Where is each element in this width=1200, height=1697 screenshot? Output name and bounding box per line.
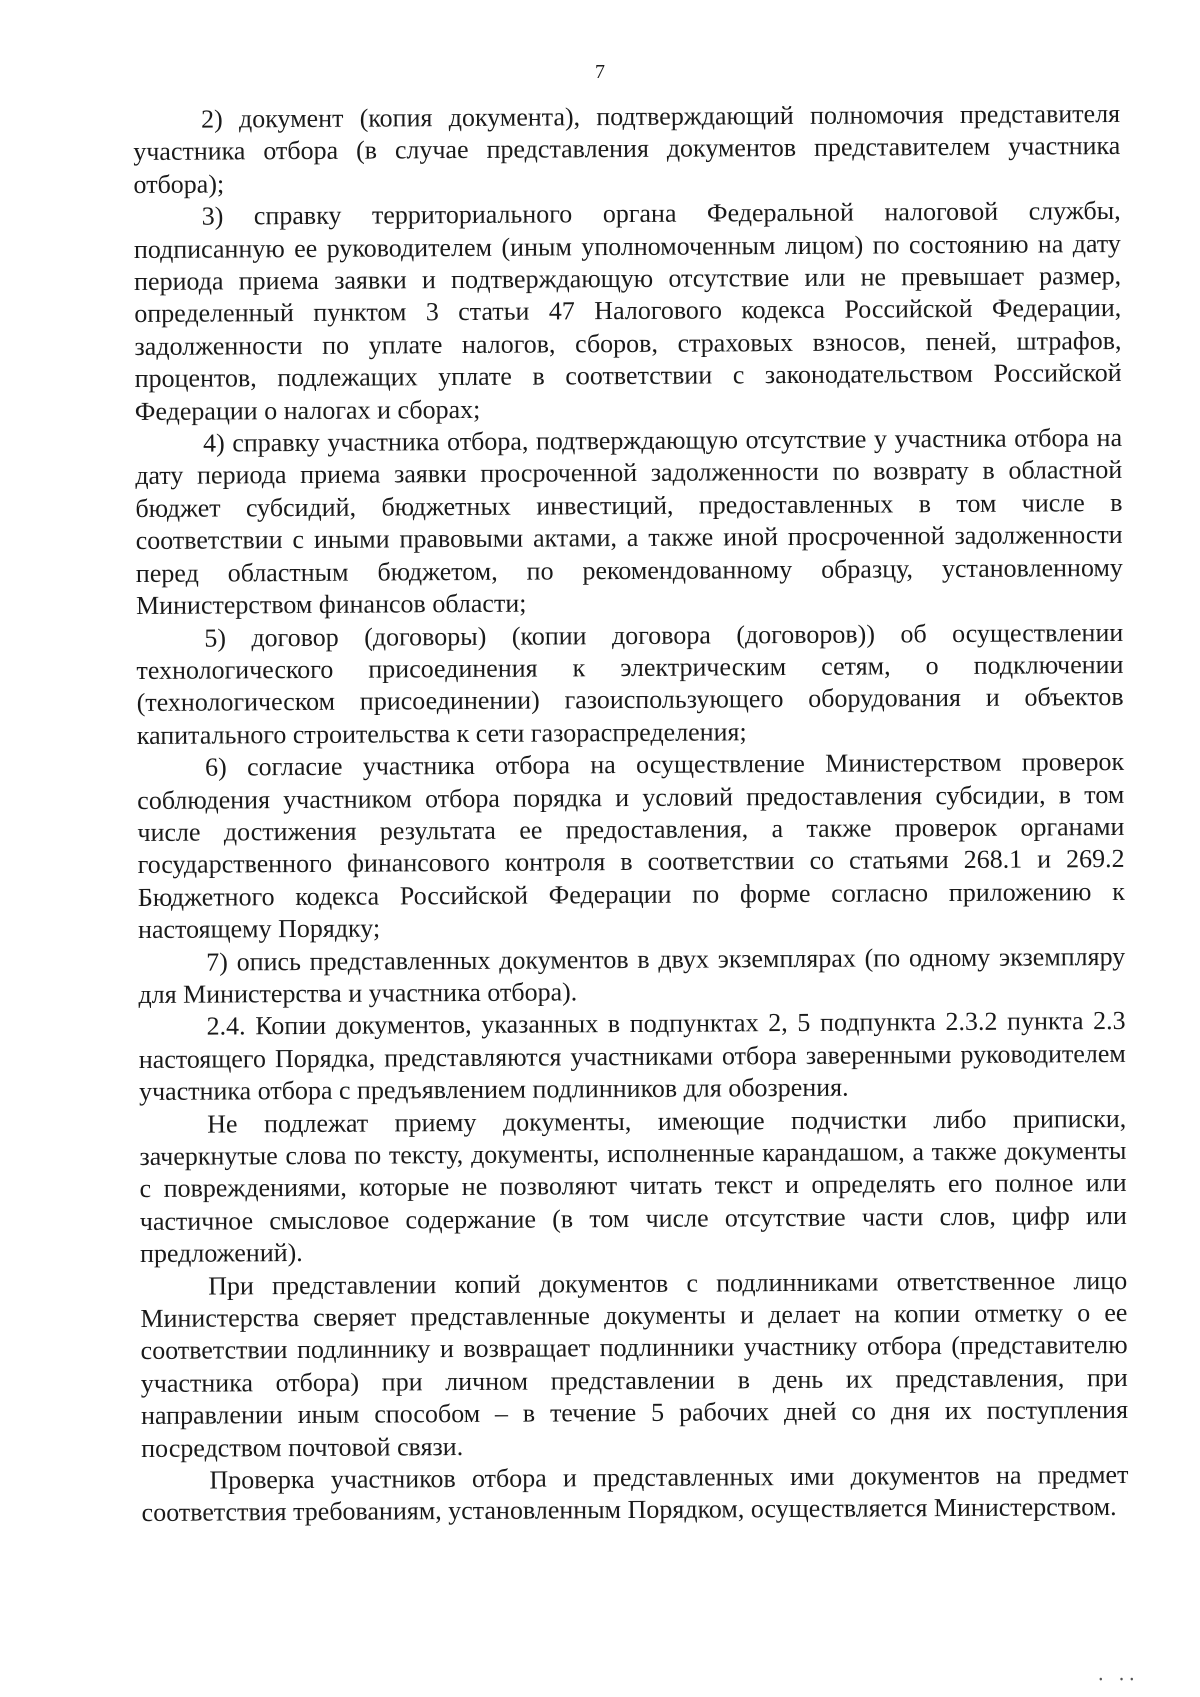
paragraph-item-6: 6) согласие участника отбора на осуществление Министерством проверок соблюдения участником отбора порядка и условий предоставления субсидии, в том числе достижения результата ее предоставления, а также проверок органами государственного финансового контроля в соответствии со статьями 268.1 и 269.2 Бюджетного кодекса Российской Федерации по форме согласно приложению к настоящему Порядку; [137, 747, 1125, 945]
paragraph-rejection-rules: Не подлежат приему документы, имеющие подчистки либо приписки, зачеркнутые слова по тексту, документы, исполненные карандашом, а также документы с повреждениями, которые не позволяют читать текст и определять его полное или частичное смысловое содержание (в том числе отсутствие части слов, цифр или предложений). [139, 1103, 1127, 1269]
paragraph-item-5: 5) договор (договоры) (копии договора (договоров)) об осуществлении технологического присоединения к электрическим сетям, о подключении (технологическом присоединении) газоиспользующего оборудования и объектов капитального строительства к сети газораспределения; [136, 617, 1124, 750]
page-number: 7 [595, 61, 605, 83]
paragraph-item-2: 2) документ (копия документа), подтверждающий полномочия представителя участника отбора (в случае представления документов представителем участника отбора); [133, 98, 1121, 199]
document-body [133, 98, 1129, 1530]
paragraph-verification-procedure: При представлении копий документов с подлинниками ответственное лицо Министерства сверяет представленные документы и делает на копии отметку о ее соответствии подлиннику и возвращает подлинники участнику отбора (представителю участника отбора) при личном представлении в день их представления, при направлении иным способом – в течение 5 рабочих дней со дня их поступления посредством почтовой связи. [140, 1265, 1129, 1463]
paragraph-section-2-4: 2.4. Копии документов, указанных в подпунктах 2, 5 подпункта 2.3.2 пункта 2.3 настоящего Порядка, представляются участниками отбора заверенными руководителем участника отбора с предъявлением подлинников для обозрения. [138, 1006, 1126, 1107]
scan-artifact-marks: ꞏ ꞏꞏ [1098, 1672, 1140, 1688]
paragraph-item-4: 4) справку участника отбора, подтверждающую отсутствие у участника отбора на дату периода приема заявки просроченной задолженности по возврату в областной бюджет субсидий, бюджетных инвестиций, предоставленных в том числе в соответствии с иными правовыми актами, а также иной просроченной задолженности перед областным бюджетом, по рекомендованному образцу, установленному Министерством финансов области; [135, 423, 1123, 621]
paragraph-item-7: 7) опись представленных документов в двух экземплярах (по одному экземпляру для Министерства и участника отбора). [138, 941, 1126, 1009]
paragraph-ministry-check: Проверка участников отбора и представленных ими документов на предмет соответствия требованиям, установленным Порядком, осуществляется Министерством. [141, 1460, 1129, 1528]
paragraph-item-3: 3) справку территориального органа Федеральной налоговой службы, подписанную ее руководителем (иным уполномоченным лицом) по состоянию на дату периода приема заявки и подтверждающую отсутствие или не превышает размер, определенный пунктом 3 статьи 47 Налогового кодекса Российской Федерации, задолженности по уплате налогов, сборов, страховых взносов, пеней, штрафов, процентов, подлежащих уплате в соответствии с законодательством Российской Федерации о налогах и сборах; [133, 196, 1122, 426]
